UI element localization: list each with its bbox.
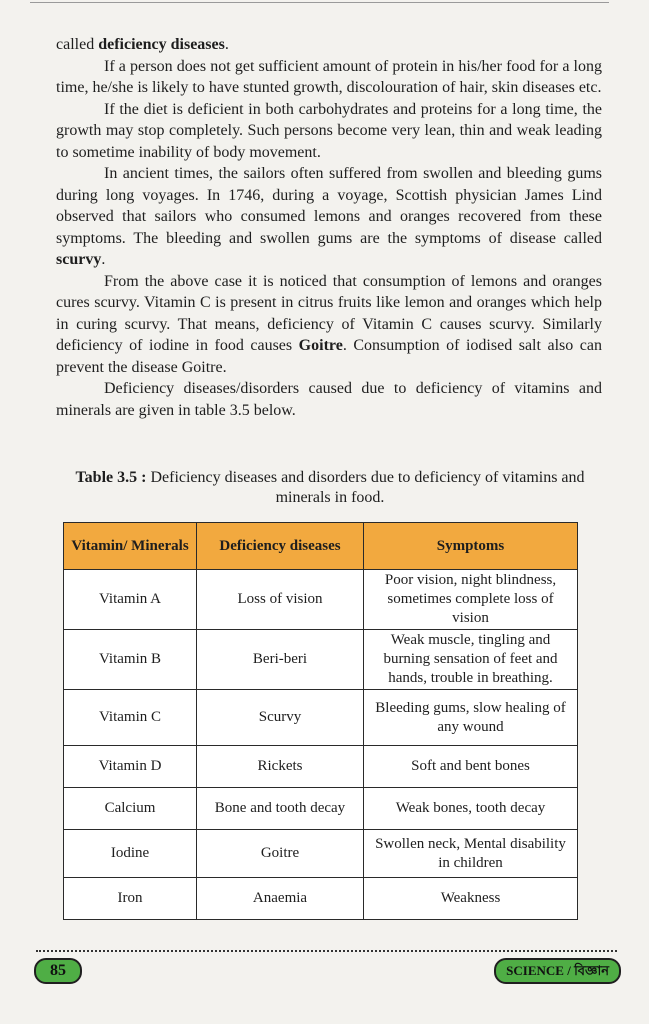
disease-cell: Scurvy xyxy=(197,690,364,746)
table-caption-text: Deficiency diseases and disorders due to deficiency of vitamins and minerals in food. xyxy=(150,469,585,506)
header-deficiency-diseases: Deficiency diseases xyxy=(197,523,364,570)
nutrient-cell: Vitamin B xyxy=(64,630,197,690)
bold-term: deficiency diseases xyxy=(98,36,225,53)
disease-cell: Loss of vision xyxy=(197,570,364,630)
table-row xyxy=(64,746,578,788)
symptoms-cell: Bleeding gums, slow healing of any wound xyxy=(364,690,578,746)
body-text xyxy=(56,34,602,421)
nutrient-cell: Calcium xyxy=(64,788,197,830)
disease-cell: Beri-beri xyxy=(197,630,364,690)
symptoms-cell: Swollen neck, Mental disability in children xyxy=(364,830,578,878)
paragraph-text: In ancient times, the sailors often suffered from swollen and bleeding gums during long voyages. In 1746, during a voyage, Scottish physician James Lind observed that sailors who consumed lemons and oranges recovered from these symptoms. The bleeding and swollen gums are the symptoms of disease called xyxy=(56,165,602,247)
symptoms-cell: Soft and bent bones xyxy=(364,746,578,788)
symptoms-cell: Weakness xyxy=(364,878,578,920)
paragraph-text: . xyxy=(224,36,229,53)
paragraph xyxy=(56,163,602,271)
paragraph xyxy=(56,378,602,421)
paragraph xyxy=(56,56,602,99)
dotted-divider xyxy=(36,950,617,952)
page-number-badge: 85 xyxy=(34,958,82,984)
deficiency-table xyxy=(63,522,578,920)
disease-cell: Rickets xyxy=(197,746,364,788)
page-footer xyxy=(0,950,649,990)
table-header-row xyxy=(64,523,578,570)
header-symptoms: Symptoms xyxy=(364,523,578,570)
paragraph xyxy=(56,34,602,56)
table-body xyxy=(64,570,578,920)
bold-term: Goitre xyxy=(298,337,343,354)
symptoms-cell: Weak muscle, tingling and burning sensation of feet and hands, trouble in breathing. xyxy=(364,630,578,690)
symptoms-cell: Poor vision, night blindness, sometimes complete loss of vision xyxy=(364,570,578,630)
paragraph xyxy=(56,271,602,379)
paragraph-text: . Consumption of iodised salt also can prevent the disease Goitre. xyxy=(56,337,602,376)
paragraph-text: If a person does not get sufficient amount of protein in his/her food for a long time, he/she is likely to have stunted growth, discolouration of hair, skin diseases etc. xyxy=(56,57,602,96)
paragraph-text: called xyxy=(56,36,99,53)
disease-cell: Bone and tooth decay xyxy=(197,788,364,830)
paragraph xyxy=(56,99,602,164)
disease-cell: Goitre xyxy=(197,830,364,878)
paragraph-text: Deficiency diseases/disorders caused due to deficiency of vitamins and minerals are given in table 3.5 below. xyxy=(56,380,602,419)
table-caption-label: Table 3.5 : xyxy=(75,469,147,486)
nutrient-cell: Vitamin A xyxy=(64,570,197,630)
table-row xyxy=(64,630,578,690)
table-row xyxy=(64,830,578,878)
bold-term: scurvy xyxy=(56,251,102,268)
nutrient-cell: Iron xyxy=(64,878,197,920)
table-row xyxy=(64,878,578,920)
disease-cell: Anaemia xyxy=(197,878,364,920)
nutrient-cell: Vitamin C xyxy=(64,690,197,746)
nutrient-cell: Iodine xyxy=(64,830,197,878)
header-vitamin-minerals: Vitamin/ Minerals xyxy=(64,523,197,570)
table-row xyxy=(64,788,578,830)
subject-badge: SCIENCE / বিজ্ঞান xyxy=(494,958,621,984)
table-row xyxy=(64,690,578,746)
symptoms-cell: Weak bones, tooth decay xyxy=(364,788,578,830)
nutrient-cell: Vitamin D xyxy=(64,746,197,788)
paragraph-text: If the diet is deficient in both carbohydrates and proteins for a long time, the growth may stop completely. Such persons become very lean, thin and weak leading to sometime inability of body movement. xyxy=(56,100,602,161)
table-caption xyxy=(60,468,600,508)
paragraph-text: From the above case it is noticed that consumption of lemons and oranges cures scurvy. Vitamin C is present in citrus fruits like lemon and oranges which help in curing scurvy. That means, deficiency of Vitamin C causes scurvy. Similarly deficiency of iodine in food causes xyxy=(56,272,602,354)
paragraph-text: . xyxy=(101,251,106,268)
top-rule xyxy=(30,2,609,3)
table-row xyxy=(64,570,578,630)
